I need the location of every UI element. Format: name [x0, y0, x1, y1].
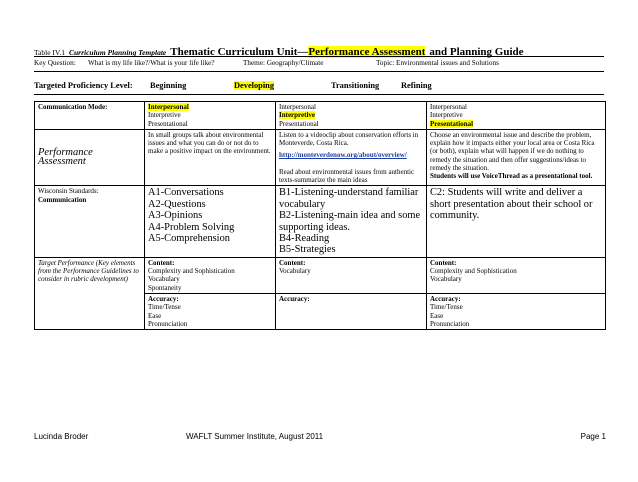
content-label: Content: — [279, 258, 306, 267]
mode-interpersonal: Interpersonal — [279, 103, 316, 111]
content-item: Complexity and Sophistication — [430, 267, 517, 276]
mode-interpersonal: Interpersonal — [148, 103, 189, 111]
level-refining: Refining — [401, 81, 432, 90]
standards-b-cell — [276, 186, 427, 257]
voicethread-note: Students will use VoiceThread as a presentational tool. — [430, 172, 593, 181]
content-row — [35, 257, 606, 293]
document-title — [34, 42, 524, 60]
standard-a5: A5-Comprehension — [148, 233, 230, 244]
standard-a1: A1-Conversations — [148, 187, 224, 199]
proficiency-label: Targeted Proficiency Level: — [34, 81, 133, 90]
table-label: Table IV.1 — [34, 48, 65, 57]
mode-row — [35, 102, 606, 130]
content-item: Vocabulary — [279, 267, 311, 276]
mode-cell-presentational — [427, 102, 606, 130]
mode-interpretive: Interpretive — [148, 111, 181, 120]
mode-presentational: Presentational — [279, 119, 319, 128]
task-presentational: Choose an environmental issue and describe the problem, explain how it impacts either your local area or Costa Rica (or both), explain what will happen if we do nothing to remedy the situation and then offer suggestions/ideas to remedy the situation. — [430, 130, 595, 173]
task-interpretive-cell — [276, 129, 427, 185]
proficiency-rule — [34, 94, 604, 95]
task-interpretive-read: Read about environmental issues from authentic texts-summarize the main ideas — [279, 167, 415, 185]
accuracy-item: Pronunciation — [148, 319, 188, 328]
title-rule — [34, 56, 604, 57]
mode-cell-interpretive — [276, 102, 427, 130]
accuracy-label: Accuracy: — [148, 295, 179, 303]
mode-interpretive: Interpretive — [430, 111, 463, 120]
content-presentational-cell — [427, 257, 606, 293]
video-link[interactable]: http://monteverdenow.org/about/overview/ — [279, 151, 407, 160]
content-item: Vocabulary — [148, 275, 180, 284]
performance-row — [35, 129, 606, 185]
task-interpersonal: In small groups talk about environmental issues and what you can do or not do to make a positive impact on the environment. — [145, 129, 276, 185]
standard-b2: B2-Listening-main idea and some supporting ideas. — [279, 210, 421, 233]
accuracy-item: Time/Tense — [148, 303, 181, 312]
accuracy-label: Accuracy: — [430, 295, 461, 303]
accuracy-interpretive-cell — [276, 294, 427, 330]
standard-a3: A3-Opinions — [148, 210, 203, 222]
level-developing: Developing — [234, 81, 275, 90]
standards-row — [35, 186, 606, 257]
target-performance-label: Target Performance (Key elements from the Performance Guidelines to consider in rubric development) — [35, 257, 145, 329]
standards-label: Wisconsin Standards: — [38, 187, 99, 196]
task-interpretive-listen: Listen to a videoclip about conservation efforts in Monteverde, Costa Rica. — [279, 130, 419, 148]
key-rule — [34, 71, 604, 72]
standards-label-cell — [35, 186, 145, 257]
footer-event: WAFLT Summer Institute, August 2011 — [186, 432, 324, 441]
standard-a2: A2-Questions — [148, 198, 206, 210]
standard-c2: C2: Students will write and deliver a short presentation about their school or community. — [427, 186, 606, 257]
mode-presentational: Presentational — [430, 119, 474, 128]
performance-assessment-label: Performance Assessment — [35, 129, 145, 185]
accuracy-item: Ease — [148, 311, 162, 320]
content-item: Spontaneity — [148, 283, 182, 292]
accuracy-interpersonal-cell — [145, 294, 276, 330]
key-question-label: Key Question: — [34, 59, 76, 67]
content-label: Content: — [430, 258, 457, 267]
mode-interpersonal: Interpersonal — [430, 103, 467, 111]
theme-text: Theme: Geography/Climate — [243, 59, 324, 67]
content-label: Content: — [148, 258, 175, 267]
standards-sublabel: Communication — [38, 195, 87, 204]
footer-author: Lucinda Broder — [34, 432, 89, 441]
accuracy-presentational-cell — [427, 294, 606, 330]
standard-a4: A4-Problem Solving — [148, 221, 235, 233]
content-item: Complexity and Sophistication — [148, 267, 235, 276]
standards-a-cell — [145, 186, 276, 257]
accuracy-item: Time/Tense — [430, 303, 463, 312]
accuracy-item: Pronunciation — [430, 319, 470, 328]
level-beginning: Beginning — [150, 81, 187, 90]
standard-b5: B5-Strategies — [279, 244, 336, 256]
assessment-highlight: Performance Assessment — [308, 46, 426, 58]
planning-table — [34, 101, 606, 330]
standard-b1: B1-Listening-understand familiar vocabulary — [279, 187, 419, 210]
mode-cell-interpersonal — [145, 102, 276, 130]
accuracy-label: Accuracy: — [279, 295, 310, 303]
standard-b4: B4-Reading — [279, 233, 330, 244]
content-interpretive-cell — [276, 257, 427, 293]
accuracy-item: Ease — [430, 311, 444, 320]
template-label: Curriculum Planning Template — [69, 48, 167, 57]
task-presentational-cell — [427, 129, 606, 185]
unit-title: Thematic Curriculum Unit— — [170, 46, 309, 58]
topic-text: Topic: Environmental issues and Solutions — [376, 59, 499, 67]
footer-page-number: Page 1 — [580, 432, 606, 441]
key-question-text: What is my life like?/What is your life like? — [88, 59, 215, 67]
level-transitioning: Transitioning — [331, 81, 380, 90]
title-suffix: and Planning Guide — [429, 46, 524, 58]
communication-mode-label: Communication Mode: — [35, 102, 145, 130]
mode-presentational: Presentational — [148, 119, 188, 128]
mode-interpretive: Interpretive — [279, 111, 316, 120]
content-item: Vocabulary — [430, 275, 462, 284]
content-interpersonal-cell — [145, 257, 276, 293]
